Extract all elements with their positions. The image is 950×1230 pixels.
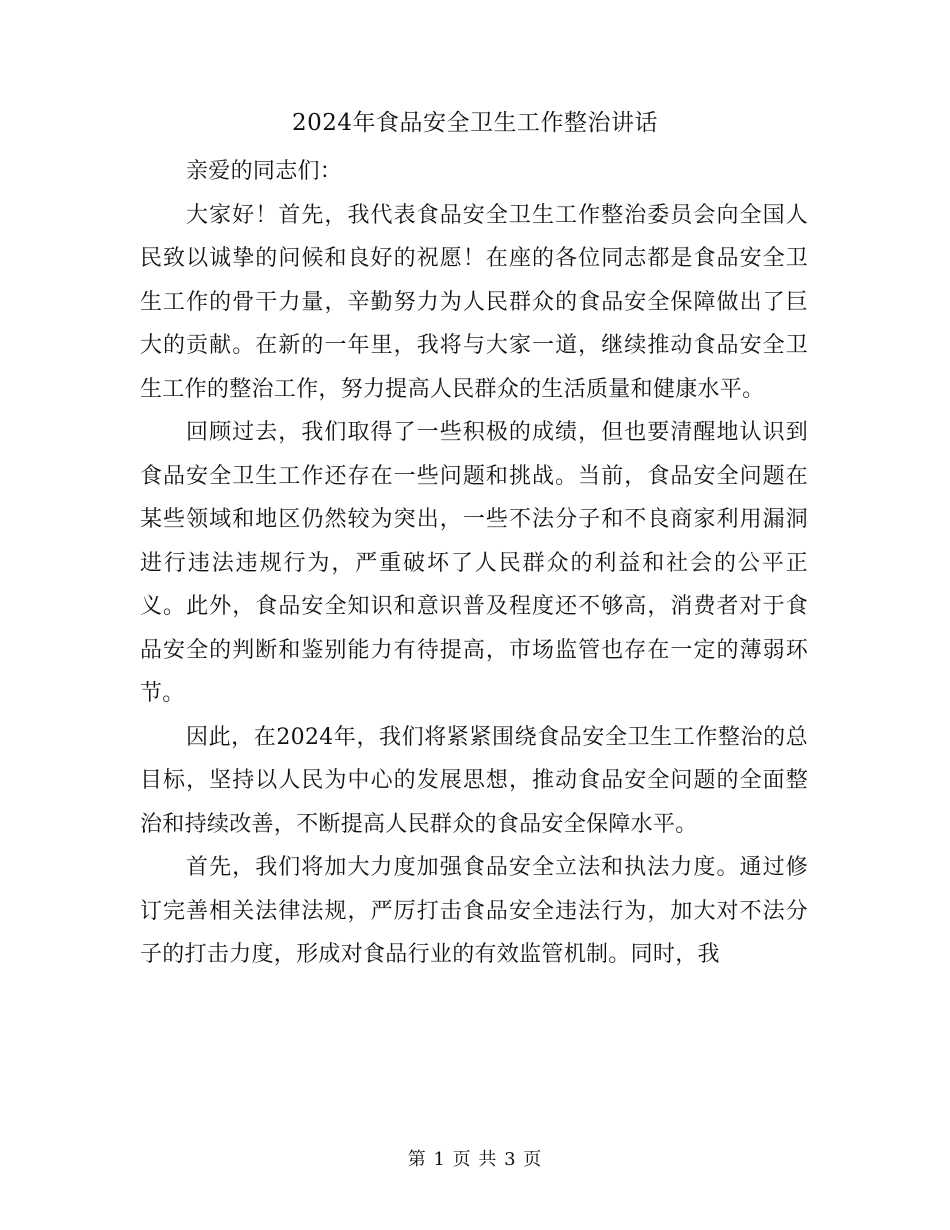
greeting: 亲爱的同志们：: [186, 159, 343, 184]
paragraph-4: 首先，我们将加大力度加强食品安全立法和执法力度。通过修订完善相关法律法规，严厉打击食品安全违法行为，加大对不法分子的打击力度，形成对食品行业的有效监管机制。同时，我: [140, 855, 808, 967]
paragraph-2: 回顾过去，我们取得了一些积极的成绩，但也要清醒地认识到食品安全卫生工作还存在一些问题和挑战。当前，食品安全问题在某些领域和地区仍然较为突出，一些不法分子和不良商家利用漏洞进行违法违规行为，严重破坏了人民群众的利益和社会的公平正义。此外，食品安全知识和意识普及程度还不够高，消费者对于食品安全的判断和鉴别能力有待提高，市场监管也存在一定的薄弱环节。: [140, 420, 808, 706]
document-body: [140, 150, 808, 977]
document-title: 2024年食品安全卫生工作整治讲话: [291, 110, 659, 136]
paragraph-1: 大家好！首先，我代表食品安全卫生工作整治委员会向全国人民致以诚挚的问候和良好的祝愿！在座的各位同志都是食品安全卫生工作的骨干力量，辛勤努力为人民群众的食品安全保障做出了巨大的贡献。在新的一年里，我将与大家一道，继续推动食品安全卫生工作的整治工作，努力提高人民群众的生活质量和健康水平。: [140, 202, 808, 402]
paragraph-3: 因此，在2024年，我们将紧紧围绕食品安全卫生工作整治的总目标，坚持以人民为中心的发展思想，推动食品安全问题的全面整治和持续改善，不断提高人民群众的食品安全保障水平。: [140, 724, 808, 837]
page-footer: 第 1 页 共 3 页: [407, 1149, 543, 1170]
